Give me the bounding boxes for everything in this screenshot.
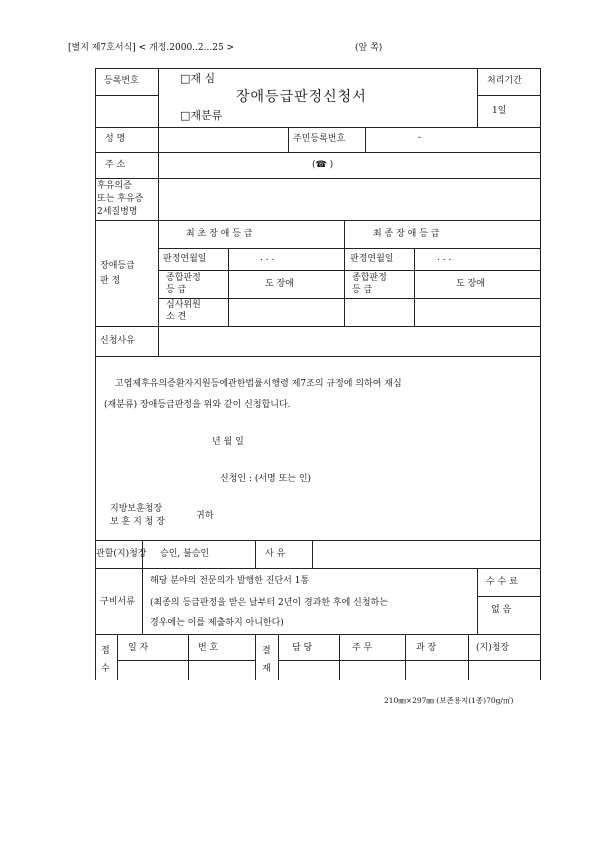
name-field[interactable] — [160, 129, 286, 150]
disease-label-3: 2세질병명 — [97, 207, 138, 217]
approval-options[interactable]: 승인, 불승인 — [160, 549, 210, 559]
approve-label-2: 재 — [262, 664, 271, 674]
statement-line-2: (재분류) 장애등급판정을 위와 같이 신청합니다. — [104, 400, 291, 410]
reg-no-label: 등록번호 — [104, 76, 139, 86]
applicant-signature[interactable]: 신청인 : (서명 또는 인) — [220, 474, 312, 484]
paper-spec: 210㎜×297㎜ (보존용지(1종)70g/㎡) — [384, 696, 514, 705]
fee-label: 수 수 료 — [486, 577, 518, 587]
disease-label-2: 또는 후유증 — [97, 194, 144, 204]
first-overall-label-1: 종합판정 — [166, 273, 201, 283]
recipient-line-2: 보 훈 지 청 장 — [110, 517, 165, 527]
re-examination-checkbox[interactable]: □재 심 — [180, 72, 216, 85]
reason-field[interactable] — [160, 328, 539, 354]
committee-label-1: 심사위원 — [166, 300, 201, 310]
approver-staff: 담 당 — [292, 643, 313, 653]
address-label: 주 소 — [105, 160, 126, 170]
grade-label-1: 장애등급 — [100, 261, 135, 271]
recipient-line-1: 지방보훈청장 — [110, 504, 163, 514]
statement-line-1: 고엽제후유의증환자지원등에관한법률시행령 제7조의 규정에 의하여 재심 — [115, 379, 402, 389]
disease-label-1: 후유의증 — [97, 181, 132, 191]
approve-label-1: 결 — [262, 646, 271, 656]
reason-label: 신청사유 — [100, 336, 135, 346]
fee-value: 없 음 — [491, 605, 512, 615]
docs-line-2: (최종의 등급판정을 받은 날부터 2년이 경과한 후에 신청하는 — [150, 598, 388, 608]
reason2-label: 사 유 — [265, 549, 286, 559]
committee-label-2: 소 견 — [166, 312, 187, 322]
final-decision-date-label: 판정연월일 — [350, 254, 394, 264]
first-overall-grade[interactable]: 도 장애 — [265, 279, 294, 289]
docs-label: 구비서류 — [100, 597, 135, 607]
name-label: 성 명 — [105, 134, 126, 144]
approver-chief: 주 무 — [352, 643, 373, 653]
processing-period-value: 1일 — [492, 106, 507, 116]
date-line: 년 월 일 — [212, 437, 244, 447]
first-overall-label-2: 등 급 — [166, 285, 187, 295]
final-overall-grade[interactable]: 도 장애 — [456, 279, 485, 289]
office-label: 관할(지)청장 — [96, 549, 147, 559]
receipt-date-header: 일 자 — [128, 643, 149, 653]
receipt-label-1: 접 — [101, 646, 110, 656]
final-decision-date[interactable]: . . . — [437, 253, 452, 263]
first-decision-date-label: 판정연월일 — [163, 254, 207, 264]
form-number: [별지 제7호서식] < 개정.2000..2...25 > — [68, 43, 235, 53]
phone-field[interactable]: (☎ ) — [312, 160, 334, 170]
final-grade-header: 최 종 장 애 등 급 — [373, 229, 440, 239]
reclassification-checkbox[interactable]: □재분류 — [180, 109, 223, 122]
first-grade-header: 최 초 장 애 등 급 — [186, 229, 253, 239]
final-overall-label-1: 종합판정 — [352, 273, 387, 283]
page-side: (앞 쪽) — [355, 43, 383, 53]
docs-line-3: 경우에는 이를 제출하지 아니한다) — [150, 618, 284, 628]
rrn-label: 주민등록번호 — [293, 134, 346, 144]
receipt-label-2: 수 — [101, 664, 110, 674]
docs-line-1: 해당 분야의 전문의가 발행한 진단서 1통 — [150, 576, 310, 586]
disease-field[interactable] — [160, 180, 539, 218]
recipient-suffix: 귀하 — [196, 511, 214, 521]
final-overall-label-2: 등 급 — [352, 285, 373, 295]
approver-manager: 과 장 — [416, 643, 437, 653]
grade-label-2: 판 정 — [100, 276, 121, 286]
first-decision-date[interactable]: . . . — [260, 253, 275, 263]
approver-director: (지)청장 — [476, 643, 510, 653]
processing-period-label: 처리기간 — [487, 76, 522, 86]
rrn-field[interactable]: - — [418, 133, 422, 143]
form-title: 장애등급판정신청서 — [236, 89, 367, 105]
receipt-number-header: 번 호 — [198, 643, 219, 653]
